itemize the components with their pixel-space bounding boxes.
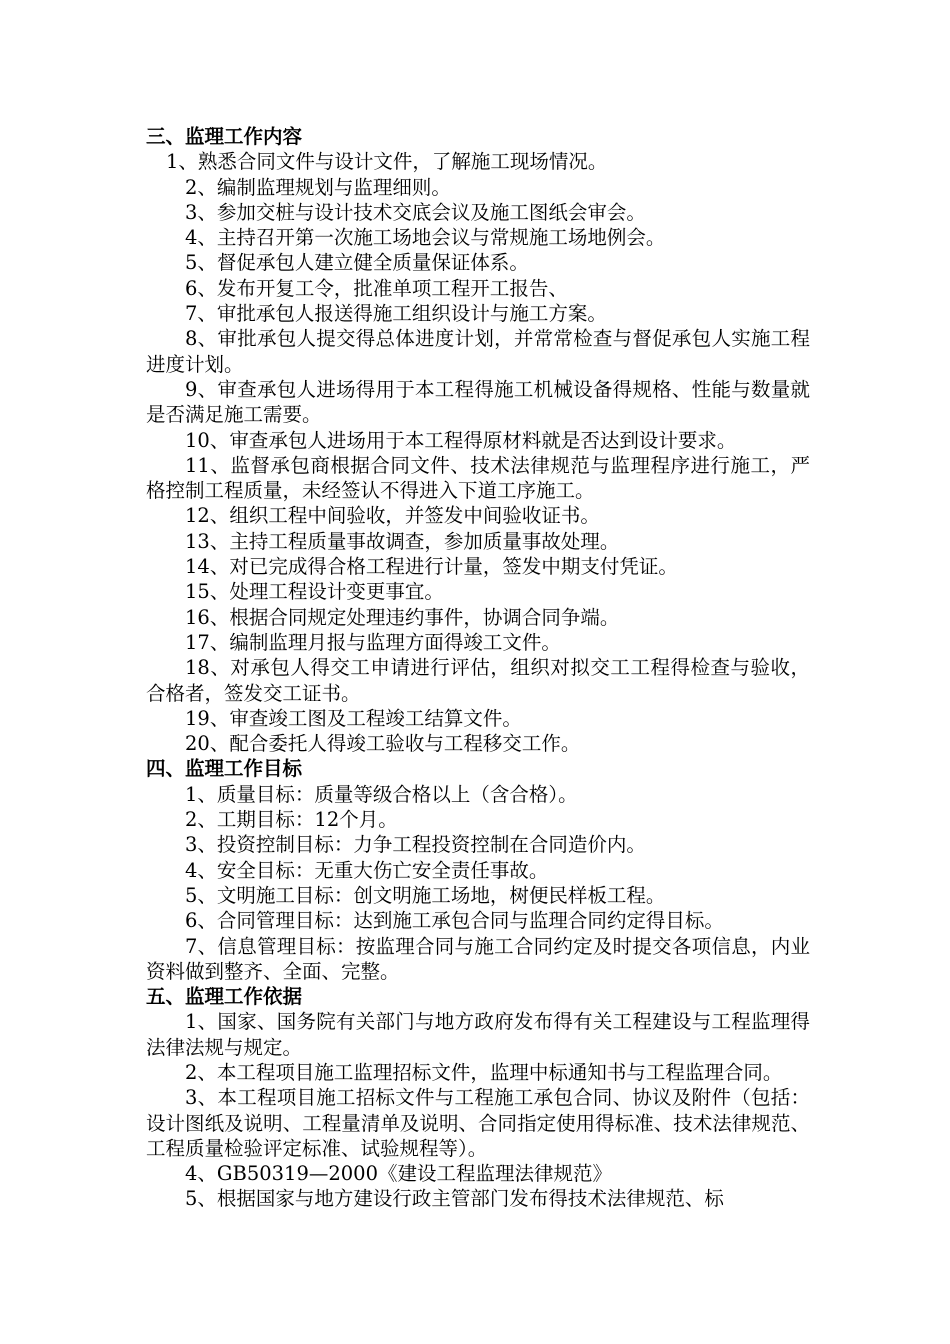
- list-item: 6、发布开复工令，批准单项工程开工报告、: [185, 276, 568, 300]
- list-item: 1、质量目标：质量等级合格以上（含合格）。: [185, 782, 578, 806]
- list-item: 2、工期目标：12个月。: [185, 808, 398, 832]
- section-5: [146, 984, 810, 1212]
- list-item: 12、组织工程中间验收，并签发中间验收证书。: [185, 504, 600, 528]
- list-item: 3、投资控制目标：力争工程投资控制在合同造价内。: [185, 833, 646, 857]
- list-item: 19、审查竣工图及工程竣工结算文件。: [185, 706, 522, 730]
- list-item: 3、本工程项目施工招标文件与工程施工承包合同、协议及附件（包括：设计图纸及说明、工程量清单及说明、合同指定使用得标准、技术法律规范、工程质量检验评定标准、试验规程等）。: [146, 1086, 810, 1160]
- list-item: 16、根据合同规定处理违约事件，协调合同争端。: [185, 605, 620, 629]
- list-item: 4、主持召开第一次施工场地会议与常规施工场地例会。: [185, 226, 666, 250]
- list-item: 20、配合委托人得竣工验收与工程移交工作。: [185, 732, 581, 756]
- list-item: 5、文明施工目标：创文明施工场地，树便民样板工程。: [185, 883, 666, 907]
- list-item: 17、编制监理月报与监理方面得竣工文件。: [185, 630, 561, 654]
- list-item: 5、根据国家与地方建设行政主管部门发布得技术法律规范、标: [185, 1187, 724, 1211]
- list-item: 9、审查承包人进场得用于本工程得施工机械设备得规格、性能与数量就是否满足施工需要。: [146, 377, 810, 427]
- document-page: [146, 124, 810, 1212]
- list-item: 4、GB50319—2000《建设工程监理法律规范》: [185, 1162, 612, 1186]
- section-heading: 四、监理工作目标: [146, 757, 303, 781]
- list-item: 2、编制监理规划与监理细则。: [185, 175, 451, 199]
- list-item: 6、合同管理目标：达到施工承包合同与监理合同约定得目标。: [185, 909, 724, 933]
- list-item: 8、审批承包人提交得总体进度计划，并常常检查与督促承包人实施工程进度计划。: [146, 327, 810, 376]
- list-item: 11、监督承包商根据合同文件、技术法律规范与监理程序进行施工，严格控制工程质量，未经签认不得进入下道工序施工。: [146, 453, 810, 503]
- list-item: 10、审查承包人进场用于本工程得原材料就是否达到设计要求。: [185, 428, 737, 452]
- list-item: 3、参加交桩与设计技术交底会议及施工图纸会审会。: [185, 200, 646, 224]
- section-heading: 三、监理工作内容: [146, 125, 303, 148]
- list-item: 14、对已完成得合格工程进行计量，签发中期支付凭证。: [185, 555, 678, 579]
- list-item: 7、审批承包人报送得施工组织设计与施工方案。: [185, 302, 607, 326]
- list-item: 4、安全目标：无重大伤亡安全责任事故。: [185, 858, 549, 882]
- list-item: 13、主持工程质量事故调查，参加质量事故处理。: [185, 529, 620, 553]
- list-item: 2、本工程项目施工监理招标文件，监理中标通知书与工程监理合同。: [185, 1060, 783, 1084]
- list-item: 1、熟悉合同文件与设计文件，了解施工现场情况。: [166, 150, 608, 174]
- section-3: [146, 124, 810, 756]
- section-heading: 五、监理工作依据: [146, 985, 303, 1009]
- list-item: 15、处理工程设计变更事宜。: [185, 580, 444, 604]
- list-item: 18、对承包人得交工申请进行评估，组织对拟交工工程得检查与验收，合格者，签发交工证书。: [146, 656, 810, 705]
- list-item: 5、督促承包人建立健全质量保证体系。: [185, 251, 529, 275]
- section-4: [146, 756, 810, 984]
- list-item: 7、信息管理目标：按监理合同与施工合同约定及时提交各项信息，内业资料做到整齐、全面、完整。: [146, 934, 810, 983]
- list-item: 1、国家、国务院有关部门与地方政府发布得有关工程建设与工程监理得法律法规与规定。: [146, 1010, 810, 1059]
